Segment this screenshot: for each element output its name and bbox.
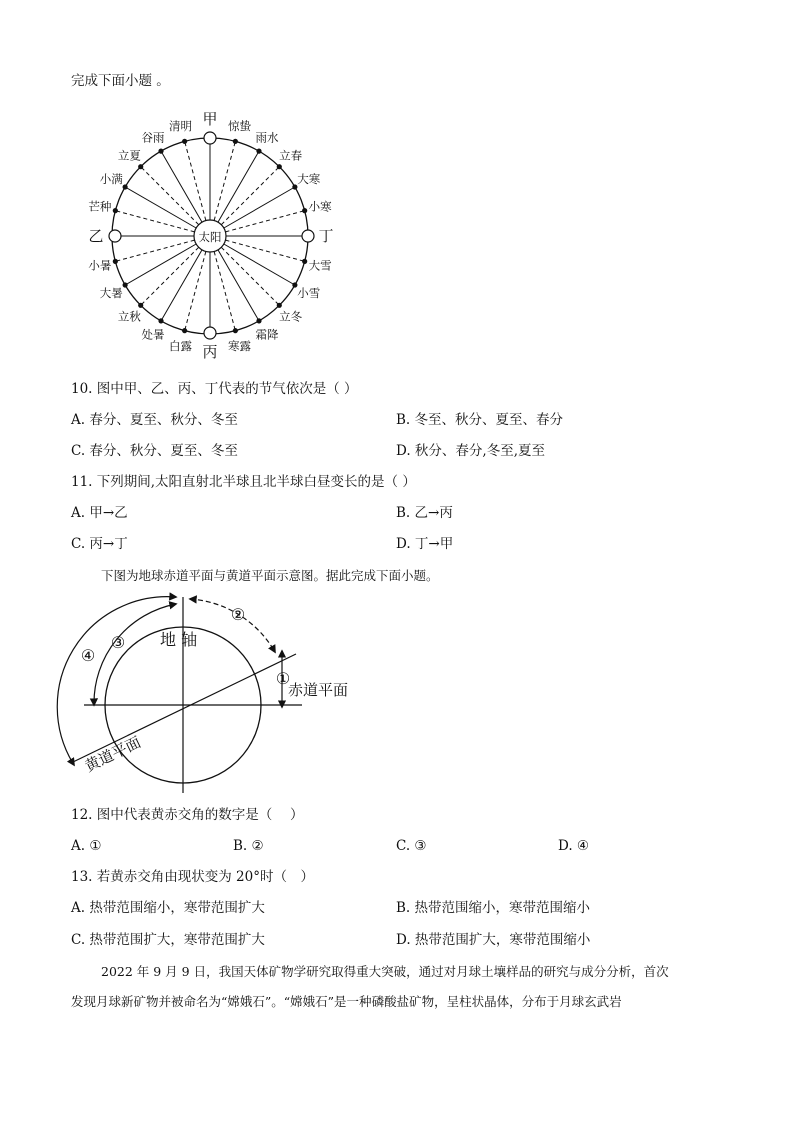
solar-term-dot xyxy=(233,139,238,144)
passage-line-1: 2022 年 9 月 9 日，我国天体矿物学研究取得重大突破，通过对月球土壤样品的研究与成分分析，首次 xyxy=(101,964,669,979)
q12-option-a[interactable]: A. ① xyxy=(71,838,102,854)
equator-plane-label: 赤道平面 xyxy=(288,681,349,699)
radial-line xyxy=(141,167,199,225)
q13-option-b[interactable]: B. 热带范围缩小，寒带范围缩小 xyxy=(396,900,591,916)
solar-term-label: 白露 xyxy=(168,339,192,354)
solar-term-label: 大寒 xyxy=(297,172,321,186)
q12-stem: 12. 图中代表黄赤交角的数字是（ ） xyxy=(71,807,304,823)
solar-term-label: 谷雨 xyxy=(141,130,165,145)
solar-term-dot xyxy=(123,282,128,287)
solar-term-label: 小雪 xyxy=(297,286,321,300)
passage-line-2: 发现月球新矿物并被命名为“嫦娥石”。“嫦娥石”是一种磷酸盐矿物，呈柱状晶体，分布于月球玄武岩 xyxy=(71,994,622,1009)
solar-term-dot xyxy=(158,318,163,323)
solar-term-label: 立秋 xyxy=(117,309,141,324)
radial-line xyxy=(141,247,199,305)
q11-stem: 11. 下列期间,太阳直射北半球且北半球白昼变长的是（ ） xyxy=(71,474,416,490)
solar-term-dot xyxy=(233,328,238,333)
q12-option-b[interactable]: B. ② xyxy=(233,838,264,854)
q11-option-c[interactable]: C. 丙→丁 xyxy=(71,536,128,552)
intro-text: 完成下面小题 。 xyxy=(71,73,170,89)
solar-term-label: 立夏 xyxy=(117,148,141,163)
q12-option-d[interactable]: D. ④ xyxy=(558,838,590,854)
q13-option-c[interactable]: C. 热带范围扩大，寒带范围扩大 xyxy=(71,932,265,948)
solar-term-label: 雨水 xyxy=(255,130,279,145)
solar-term-dot xyxy=(113,259,118,264)
angle-mark-4: ④ xyxy=(80,646,96,665)
solar-term-dot xyxy=(256,318,261,323)
solar-term-label: 寒露 xyxy=(228,339,252,354)
q13-stem: 13. 若黄赤交角由现状变为 20°时（ ） xyxy=(71,869,314,885)
solar-term-label: 清明 xyxy=(168,118,192,133)
solar-term-dot xyxy=(277,303,282,308)
solar-terms-diagram xyxy=(88,108,334,361)
solar-term-label: 小寒 xyxy=(308,199,332,214)
solar-term-dot xyxy=(302,208,307,213)
solar-term-label: 大暑 xyxy=(99,286,123,300)
solar-term-label: 小暑 xyxy=(88,258,112,273)
radial-line xyxy=(225,240,304,261)
solar-term-label: 芒种 xyxy=(88,199,112,214)
position-yi-marker xyxy=(109,230,121,242)
q10-stem: 10. 图中甲、乙、丙、丁代表的节气依次是（ ） xyxy=(71,381,358,397)
position-ding-marker xyxy=(302,230,314,242)
radial-line xyxy=(225,211,304,232)
position-ding-label: 丁 xyxy=(318,227,334,245)
q13-option-a[interactable]: A. 热带范围缩小，寒带范围扩大 xyxy=(71,900,265,916)
solar-term-dot xyxy=(138,303,143,308)
solar-term-dot xyxy=(158,149,163,154)
q10-option-d[interactable]: D. 秋分、春分,冬至,夏至 xyxy=(396,443,546,459)
solar-term-label: 霜降 xyxy=(255,327,279,342)
ecliptic-plane-label: 黄道平面 xyxy=(81,733,144,776)
radial-line xyxy=(115,211,194,232)
angle-mark-1: ① xyxy=(275,669,291,688)
radial-line xyxy=(115,240,194,261)
q10-option-a[interactable]: A. 春分、夏至、秋分、冬至 xyxy=(71,412,238,428)
angle-mark-3: ③ xyxy=(110,633,126,652)
solar-term-dot xyxy=(277,164,282,169)
solar-term-label: 立春 xyxy=(279,148,303,163)
position-jia-marker xyxy=(204,132,216,144)
radial-line xyxy=(214,251,235,330)
sun-label: 太阳 xyxy=(198,230,222,244)
solar-term-label: 处暑 xyxy=(141,327,165,342)
q11-option-b[interactable]: B. 乙→丙 xyxy=(396,505,453,521)
radial-line xyxy=(221,167,279,225)
solar-term-label: 惊蛰 xyxy=(228,118,252,133)
q11-option-d[interactable]: D. 丁→甲 xyxy=(396,536,454,552)
earth-axis-label: 地 轴 xyxy=(160,630,198,649)
solar-term-dot xyxy=(182,328,187,333)
position-bing-marker xyxy=(204,327,216,339)
q10-option-c[interactable]: C. 春分、秋分、夏至、冬至 xyxy=(71,443,238,459)
q10-option-b[interactable]: B. 冬至、秋分、夏至、春分 xyxy=(396,412,564,428)
q12-option-c[interactable]: C. ③ xyxy=(396,838,427,854)
solar-term-dot xyxy=(256,149,261,154)
solar-term-label: 立冬 xyxy=(279,309,303,324)
angle-mark-2: ② xyxy=(230,605,246,624)
radial-line xyxy=(185,251,206,330)
radial-line xyxy=(221,247,279,305)
solar-term-dot xyxy=(138,164,143,169)
solar-term-label: 大雪 xyxy=(308,258,332,273)
solar-term-dot xyxy=(182,139,187,144)
solar-term-dot xyxy=(113,208,118,213)
solar-term-label: 小满 xyxy=(99,172,123,186)
figure2-intro: 下图为地球赤道平面与黄道平面示意图。据此完成下面小题。 xyxy=(101,568,439,583)
ecliptic-equator-diagram xyxy=(64,586,364,798)
position-yi-label: 乙 xyxy=(88,227,104,245)
q11-option-a[interactable]: A. 甲→乙 xyxy=(71,505,128,521)
solar-term-dot xyxy=(302,259,307,264)
solar-term-dot xyxy=(123,184,128,189)
position-jia-label: 甲 xyxy=(202,110,218,128)
radial-line xyxy=(185,141,206,220)
position-bing-label: 丙 xyxy=(202,343,218,361)
radial-line xyxy=(214,141,235,220)
q13-option-d[interactable]: D. 热带范围扩大，寒带范围缩小 xyxy=(396,932,591,948)
